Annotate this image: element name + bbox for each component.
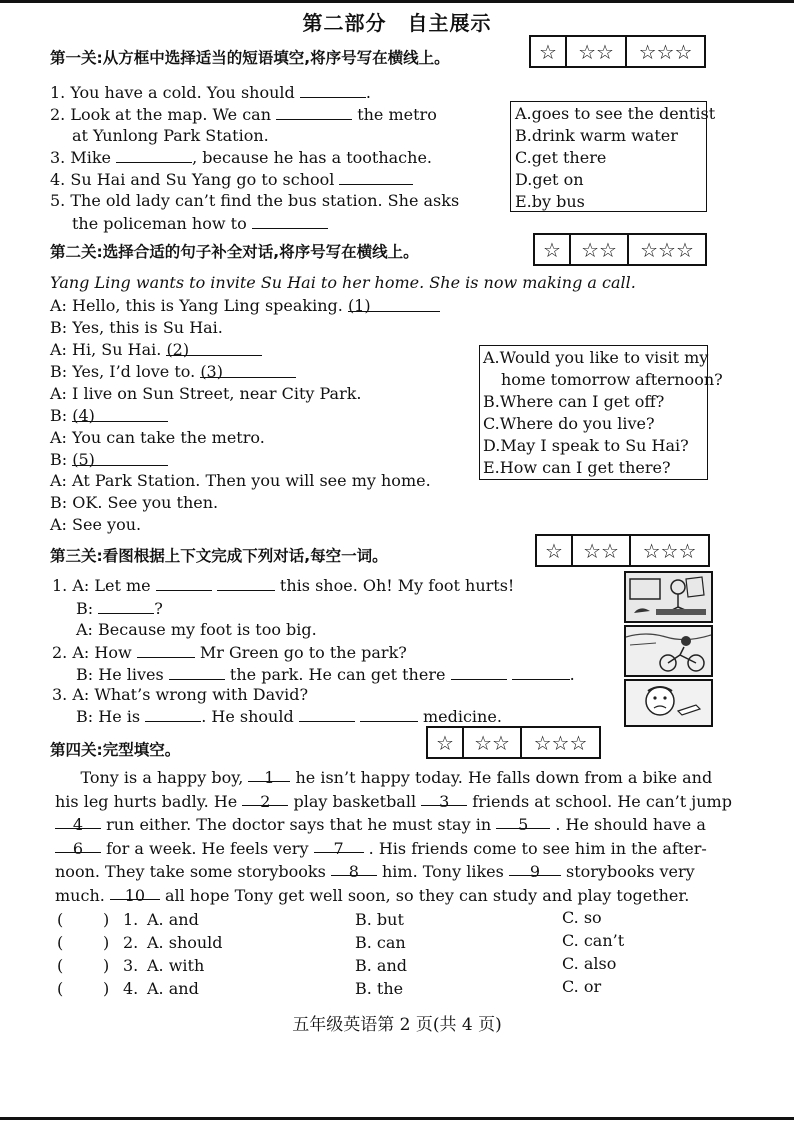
section1-star-rating <box>529 35 706 68</box>
answer-blank[interactable] <box>299 706 355 722</box>
shoe-trying-picture <box>624 571 713 623</box>
s1-question-5: 5. The old lady can’t find the bus station. She asks <box>50 191 460 210</box>
choice-a[interactable]: A. and <box>147 910 199 929</box>
answer-blank[interactable] <box>156 575 212 591</box>
cloze-blank-4[interactable]: 4 <box>55 813 101 829</box>
top-rule <box>0 0 794 3</box>
answer-blank[interactable] <box>276 104 352 120</box>
three-star-icon: ☆☆☆ <box>533 730 588 755</box>
one-star-icon: ☆ <box>537 536 573 565</box>
two-star-icon: ☆☆ <box>464 728 522 757</box>
person-trying-shoe-illustration <box>626 573 711 621</box>
part-title: 第二部分 自主展示 <box>302 11 492 35</box>
answer-blank[interactable] <box>145 706 201 722</box>
choice-b[interactable]: B. can <box>355 933 406 952</box>
answer-blank[interactable] <box>360 706 418 722</box>
section2-star-rating <box>533 233 707 266</box>
cloze-blank-6[interactable]: 6 <box>55 837 101 853</box>
dialog-line-1: A: Hello, this is Yang Ling speaking. (1) <box>50 296 440 316</box>
dialog-line-2: B: Yes, this is Su Hai. <box>50 318 223 337</box>
choice-c[interactable]: C. can’t <box>562 931 625 950</box>
bike-riding-picture <box>624 625 713 677</box>
choice-row-1: ( ) 1. A. and B. but C. so <box>57 908 602 929</box>
answer-blank[interactable] <box>252 213 328 229</box>
choice-b[interactable]: B. the <box>355 979 404 998</box>
choice-a[interactable]: A. and <box>147 979 199 998</box>
cloze-blank-2[interactable]: 2 <box>242 790 288 806</box>
dialog-line-5: A: I live on Sun Street, near City Park. <box>50 384 362 403</box>
option-a: A.goes to see the dentist <box>515 104 716 123</box>
answer-blank[interactable]: (5) <box>72 450 168 466</box>
option-d: D.get on <box>515 170 584 189</box>
option-a-cont: home tomorrow afternoon? <box>501 370 723 389</box>
dialog-line-9: A: At Park Station. Then you will see my home. <box>50 471 431 490</box>
choice-a[interactable]: A. with <box>147 956 205 975</box>
dialog-line-4: B: Yes, I’d love to. (3) <box>50 362 296 382</box>
answer-blank[interactable]: (3) <box>200 362 296 378</box>
section1-options-box <box>510 101 716 212</box>
dialog-line-11: A: See you. <box>50 515 142 534</box>
cloze-blank-7[interactable]: 7 <box>314 837 364 853</box>
one-star-icon: ☆ <box>531 37 567 66</box>
answer-blank[interactable] <box>137 642 195 658</box>
choice-b[interactable]: B. and <box>355 956 408 975</box>
answer-blank[interactable]: (4) <box>72 406 168 422</box>
option-e: E.How can I get there? <box>483 458 671 477</box>
cloze-blank-10[interactable]: 10 <box>110 884 160 900</box>
dialog-line-8: B: (5) <box>50 450 168 470</box>
two-star-icon: ☆☆ <box>571 235 629 264</box>
section2-title: 第二关:选择合适的句子补全对话,将序号写在横线上。 <box>50 243 419 261</box>
s1-question-1: 1. You have a cold. You should . <box>50 83 371 102</box>
three-star-icon: ☆☆☆ <box>642 538 697 563</box>
s1-question-3: 3. Mike , because he has a toothache. <box>50 148 432 167</box>
three-star-icon: ☆☆☆ <box>640 237 694 262</box>
s1-question-2-cont: at Yunlong Park Station. <box>72 126 269 145</box>
answer-blank[interactable] <box>217 575 275 591</box>
choice-row-3: ( ) 3. A. with B. and C. also <box>57 954 617 975</box>
sick-boy-picture <box>624 679 713 727</box>
s3-q3-b: B: He is . He should medicine. <box>76 707 502 726</box>
section4-title: 第四关:完型填空。 <box>50 741 181 759</box>
dialog-line-3: A: Hi, Su Hai. (2) <box>50 340 262 360</box>
choice-a[interactable]: A. should <box>147 933 223 952</box>
option-a: A.Would you like to visit my <box>483 348 709 367</box>
cloze-blank-1[interactable]: 1 <box>248 766 290 782</box>
s3-q2-b: B: He lives the park. He can get there . <box>76 665 575 684</box>
option-e: E.by bus <box>515 192 585 211</box>
page-footer: 五年级英语第 2 页(共 4 页) <box>292 1015 502 1035</box>
cloze-blank-8[interactable]: 8 <box>331 860 377 876</box>
one-star-icon: ☆ <box>428 728 464 757</box>
s3-q1-c: A: Because my foot is too big. <box>76 620 317 639</box>
cloze-blank-9[interactable]: 9 <box>509 860 561 876</box>
choice-c[interactable]: C. or <box>562 977 602 996</box>
answer-blank[interactable] <box>339 169 413 185</box>
dialog-line-7: A: You can take the metro. <box>50 428 265 447</box>
choice-row-4: ( ) 4. A. and B. the C. or <box>57 977 602 998</box>
two-star-icon: ☆☆ <box>567 37 627 66</box>
choice-b[interactable]: B. but <box>355 910 404 929</box>
section2-intro: Yang Ling wants to invite Su Hai to her home. She is now making a call. <box>50 273 636 292</box>
option-b: B.Where can I get off? <box>483 392 665 411</box>
choice-c[interactable]: C. so <box>562 908 602 927</box>
s1-question-5-cont: the policeman how to <box>72 213 328 234</box>
cloze-blank-5[interactable]: 5 <box>496 813 550 829</box>
option-b: B.drink warm water <box>515 126 678 145</box>
cloze-passage: Tony is a happy boy, 1 he isn’t happy today. He falls down from a bike and his leg hurts badly. He 2 play basketball 3 friends at school. He can’t jump 4 run either. The doctor says that he must stay in 5 . He should have a 6 for a week. He feels very 7 . His friends come to see him in the after- noon. They take some storybooks 8 him. Tony likes 9 storybooks very much. 10 all hope Tony get well soon, so they can study and play together. <box>55 768 732 905</box>
answer-blank[interactable] <box>169 664 225 680</box>
section4-star-rating <box>426 726 601 759</box>
one-star-icon: ☆ <box>535 235 571 264</box>
three-star-icon: ☆☆☆ <box>638 39 693 64</box>
s1-question-4: 4. Su Hai and Su Yang go to school <box>50 169 413 190</box>
answer-blank[interactable] <box>98 598 154 614</box>
option-c: C.get there <box>515 148 607 167</box>
s3-q3-a: 3. A: What’s wrong with David? <box>52 685 309 704</box>
answer-blank[interactable] <box>512 664 570 680</box>
answer-blank[interactable] <box>451 664 507 680</box>
section3-title: 第三关:看图根据上下文完成下列对话,每空一词。 <box>50 547 388 565</box>
s3-q1-a: 1. A: Let me this shoe. Oh! My foot hurts! <box>52 576 515 595</box>
answer-blank[interactable]: (1) <box>348 296 440 312</box>
answer-blank[interactable]: (2) <box>166 340 262 356</box>
sick-boy-illustration <box>626 681 711 725</box>
dialog-line-10: B: OK. See you then. <box>50 493 219 512</box>
person-riding-bike-illustration <box>626 627 711 675</box>
cloze-blank-3[interactable]: 3 <box>421 790 467 806</box>
answer-blank[interactable] <box>116 147 192 163</box>
two-star-icon: ☆☆ <box>573 536 631 565</box>
section1-title: 第一关:从方框中选择适当的短语填空,将序号写在横线上。 <box>50 49 450 67</box>
dialog-line-6: B: (4) <box>50 406 168 426</box>
bottom-rule <box>0 1117 794 1120</box>
answer-blank[interactable] <box>300 82 366 98</box>
section2-options-box <box>479 345 723 480</box>
choice-row-2: ( ) 2. A. should B. can C. can’t <box>57 931 625 952</box>
s3-q1-b: B: ? <box>76 599 163 618</box>
s3-q2-a: 2. A: How Mr Green go to the park? <box>52 643 407 662</box>
option-c: C.Where do you live? <box>483 414 655 433</box>
option-d: D.May I speak to Su Hai? <box>483 436 689 455</box>
section3-star-rating <box>535 534 710 567</box>
choice-c[interactable]: C. also <box>562 954 617 973</box>
s1-question-2: 2. Look at the map. We can the metro <box>50 105 437 124</box>
